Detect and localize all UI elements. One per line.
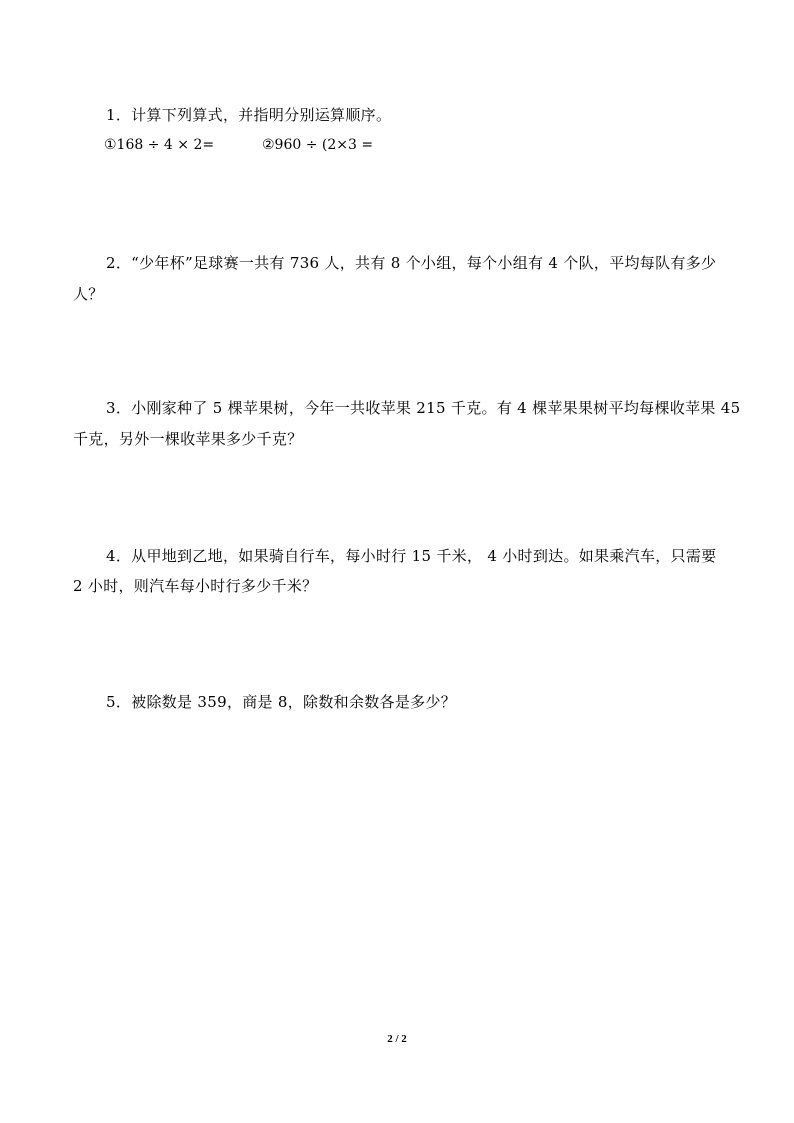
question-3-line-1: 3．小刚家种了 5 棵苹果树，今年一共收苹果 215 千克。有 4 棵苹果果树平均每棵收苹果 45 <box>106 399 741 417</box>
question-1-expression-2: ②960 ÷ (2×3 = <box>262 137 374 153</box>
question-1-expression-1: ①168 ÷ 4 × 2= <box>104 137 215 153</box>
page-number: 2 / 2 <box>387 1033 407 1045</box>
question-2-line-1: 2．“少年杯”足球赛一共有 736 人，共有 8 个小组，每个小组有 4 个队，平均每队有多少 <box>106 254 717 272</box>
question-5-text: 5．被除数是 359，商是 8，除数和余数各是多少？ <box>106 693 457 711</box>
question-3-line-2: 千克，另外一棵收苹果多少千克？ <box>73 430 303 448</box>
question-1-text: 1．计算下列算式，并指明分别运算顺序。 <box>106 106 392 124</box>
question-2-line-2: 人？ <box>73 285 104 303</box>
question-4-line-2: 2 小时，则汽车每小时行多少千米？ <box>73 577 318 595</box>
question-4-line-1: 4．从甲地到乙地，如果骑自行车，每小时行 15 千米， 4 小时到达。如果乘汽车，只需要 <box>106 547 717 565</box>
